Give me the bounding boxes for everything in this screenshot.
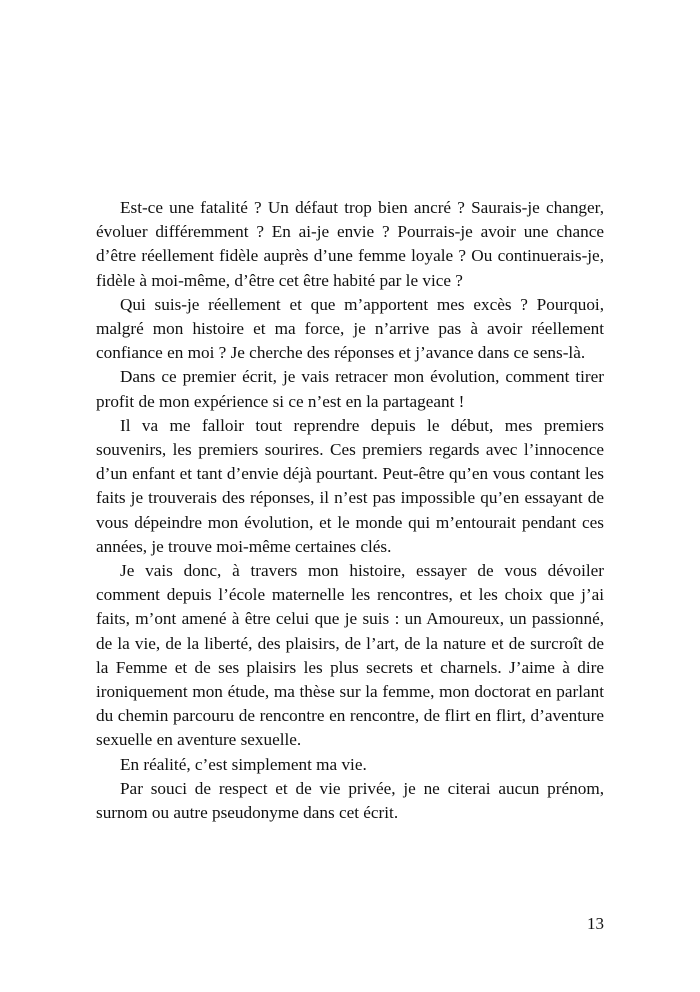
paragraph-7: Par souci de respect et de vie privée, je ne citerai aucun prénom, surnom ou autre pseudonyme dans cet écrit. [96, 778, 604, 823]
paragraph-1: Est-ce une fatalité ? Un défaut trop bien ancré ? Saurais-je changer, évoluer différemment ? En ai-je envie ? Pourrais-je avoir une chance d’être réellement fidèle auprès d’une femme loyale ? Ou continuerais-je, fidèle à moi-même, d’être cet être habité par le vice ? [96, 198, 604, 290]
paragraph-4: Il va me falloir tout reprendre depuis le début, mes premiers souvenirs, les premiers sourires. Ces premiers regards avec l’innocence d’un enfant et tant d’envie déjà pourtant. Peut-être qu’en vous contant les faits je trouverais des réponses, il n’est pas impossible qu’en essayant de vous dépeindre mon évolution, et le monde qui m’entourait pendant ces années, je trouve moi-même certaines clés. [96, 415, 604, 556]
paragraph-2: Qui suis-je réellement et que m’apportent mes excès ? Pourquoi, malgré mon histoire et ma force, je n’arrive pas à avoir réellement confiance en moi ? Je cherche des réponses et j’avance dans ce sens-là. [96, 294, 604, 363]
paragraph-5: Je vais donc, à travers mon histoire, essayer de vous dévoiler comment depuis l’école maternelle les rencontres, et les choix que j’ai faits, m’ont amené à être celui que je suis : un Amoureux, un passionné, de la vie, de la liberté, des plaisirs, de l’art, de la nature et de surcroît de la Femme et de ses plaisirs les plus secrets et charnels. J’aime à dire ironiquement mon étude, ma thèse sur la femme, mon doctorat en parlant du chemin parcouru de rencontre en rencontre, de flirt en flirt, d’aventure sexuelle en aventure sexuelle. [96, 561, 604, 750]
page-number: 13 [587, 914, 604, 933]
body-text [96, 196, 604, 825]
paragraph-3: Dans ce premier écrit, je vais retracer mon évolution, comment tirer profit de mon expérience si ce n’est en la partageant ! [96, 367, 604, 411]
paragraph-6: En réalité, c’est simplement ma vie. [120, 754, 367, 774]
